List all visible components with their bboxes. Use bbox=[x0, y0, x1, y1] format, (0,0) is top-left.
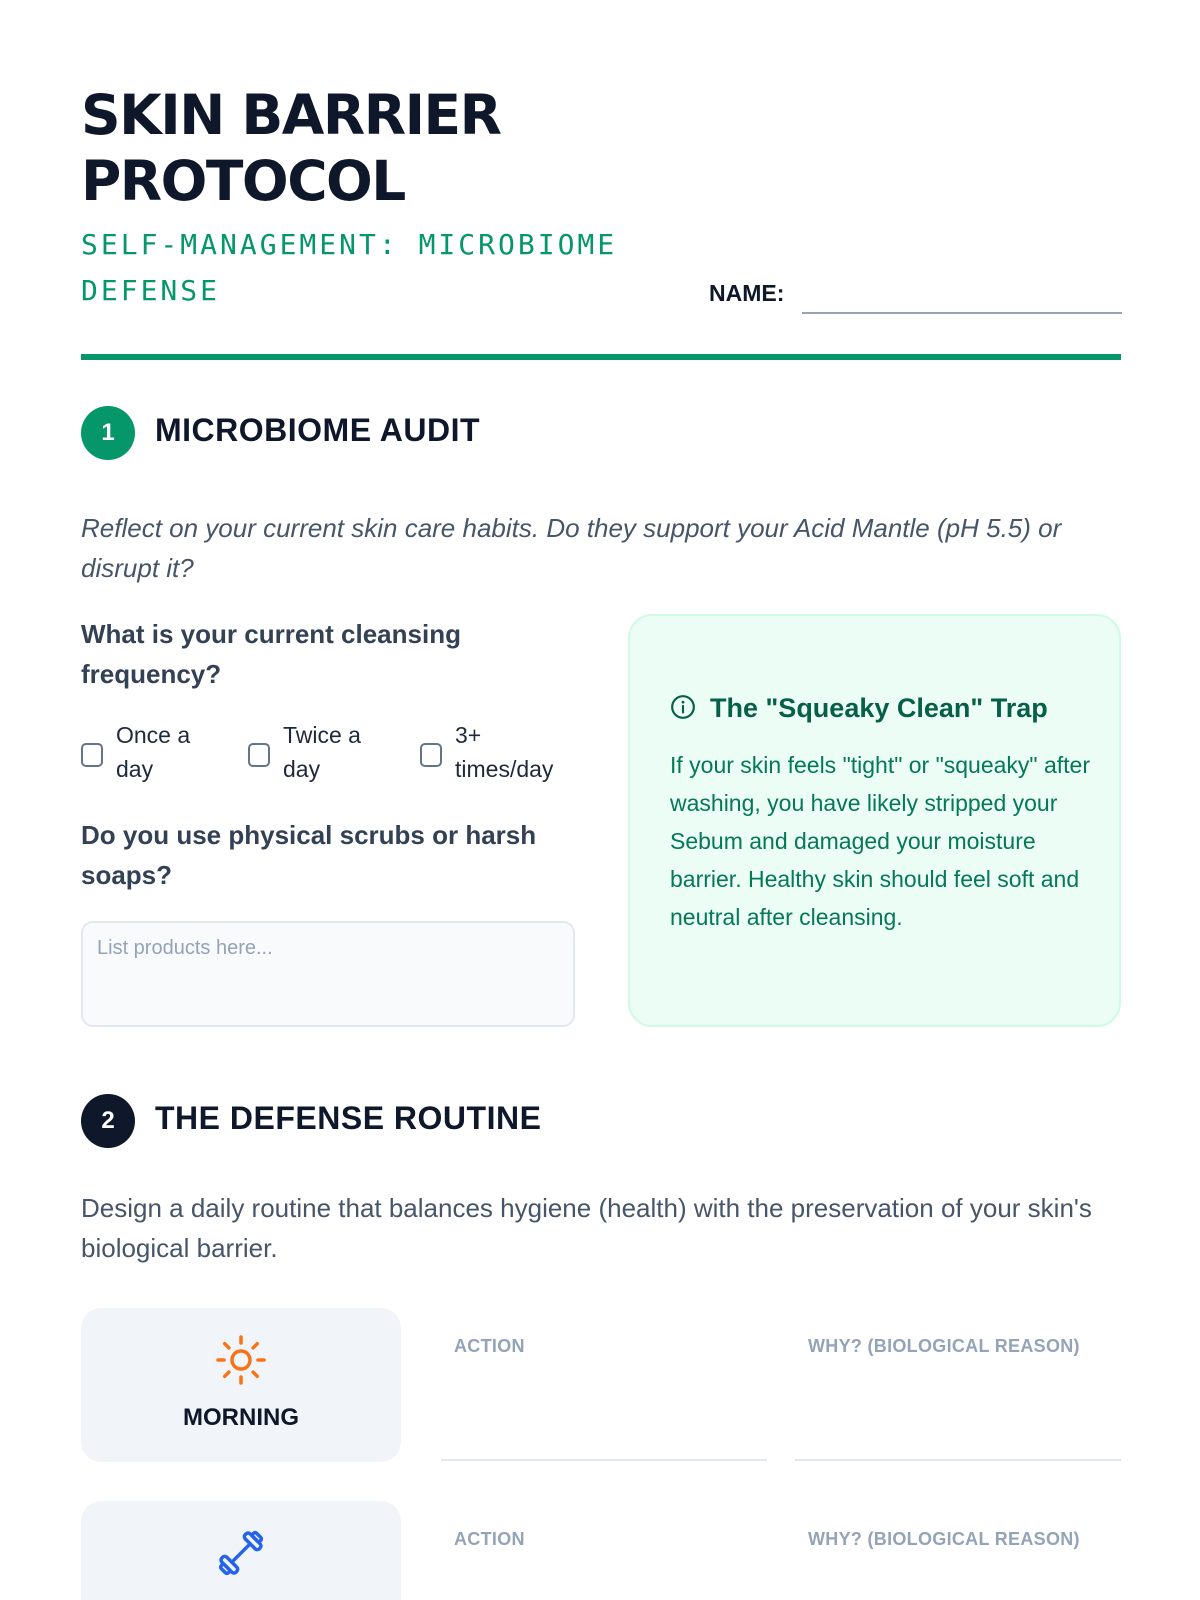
checkbox[interactable] bbox=[420, 743, 442, 767]
why-underline bbox=[795, 1459, 1121, 1461]
action-field[interactable] bbox=[441, 1501, 767, 1600]
cleansing-frequency-options bbox=[81, 718, 581, 788]
section-2-number-badge: 2 bbox=[81, 1094, 135, 1148]
name-label: NAME: bbox=[709, 280, 785, 306]
routine-row-morning bbox=[81, 1308, 1121, 1462]
section-2-intro: Design a daily routine that balances hygiene (health) with the preservation of your skin's biological barrier. bbox=[81, 1193, 1092, 1263]
checkbox[interactable] bbox=[81, 743, 103, 767]
option-once-a-day[interactable] bbox=[81, 718, 231, 788]
info-circle-icon bbox=[670, 694, 696, 720]
callout-body: If your skin feels "tight" or "squeaky" after washing, you have likely stripped your Sebum and damaged your moisture barrier. Healthy skin should feel soft and neutral after cleansing. bbox=[670, 752, 1091, 930]
option-twice-a-day[interactable] bbox=[248, 718, 398, 788]
callout-heading bbox=[670, 688, 1110, 728]
time-label: MORNING bbox=[183, 1404, 299, 1431]
name-field-row bbox=[709, 276, 1121, 316]
scrubs-question: Do you use physical scrubs or harsh soaps? bbox=[81, 820, 537, 890]
cleansing-frequency-question: What is your current cleansing frequency? bbox=[81, 619, 461, 689]
section-1-number-badge: 1 bbox=[81, 406, 135, 460]
checkbox[interactable] bbox=[248, 743, 270, 767]
action-field[interactable] bbox=[441, 1308, 767, 1462]
section-1-title: MICROBIOME AUDIT bbox=[155, 412, 481, 448]
products-input[interactable] bbox=[81, 921, 575, 1027]
option-label: Once a day bbox=[116, 722, 191, 782]
action-label: ACTION bbox=[454, 1529, 525, 1549]
exercise-card bbox=[81, 1501, 401, 1600]
routine-row-exercise bbox=[81, 1501, 1121, 1600]
why-field[interactable] bbox=[795, 1501, 1121, 1600]
page-title: SKIN BARRIER PROTOCOL bbox=[81, 83, 501, 213]
option-three-plus-times[interactable] bbox=[420, 718, 580, 788]
squeaky-clean-callout bbox=[628, 614, 1121, 1027]
morning-card bbox=[81, 1308, 401, 1462]
action-label: ACTION bbox=[454, 1336, 525, 1356]
section-1-intro: Reflect on your current skin care habits. Do they support your Acid Mantle (pH 5.5) or disrupt it? bbox=[81, 513, 1062, 583]
why-field[interactable] bbox=[795, 1308, 1121, 1462]
action-underline bbox=[441, 1459, 767, 1461]
why-label: WHY? (BIOLOGICAL REASON) bbox=[808, 1529, 1080, 1549]
option-label: Twice a day bbox=[283, 722, 361, 782]
section-1-heading bbox=[81, 406, 1121, 460]
sun-icon bbox=[215, 1334, 267, 1386]
worksheet-page bbox=[81, 0, 1121, 1600]
callout-title: The "Squeaky Clean" Trap bbox=[710, 693, 1048, 723]
option-label: 3+ times/day bbox=[455, 722, 554, 782]
page-subtitle: SELF-MANAGEMENT: MICROBIOME DEFENSE bbox=[81, 228, 618, 307]
section-2-heading bbox=[81, 1094, 1121, 1148]
header-divider bbox=[81, 354, 1121, 360]
dumbbell-icon bbox=[215, 1527, 267, 1579]
why-label: WHY? (BIOLOGICAL REASON) bbox=[808, 1336, 1080, 1356]
section-2-title: THE DEFENSE ROUTINE bbox=[155, 1100, 542, 1136]
name-input-line[interactable] bbox=[802, 312, 1122, 314]
